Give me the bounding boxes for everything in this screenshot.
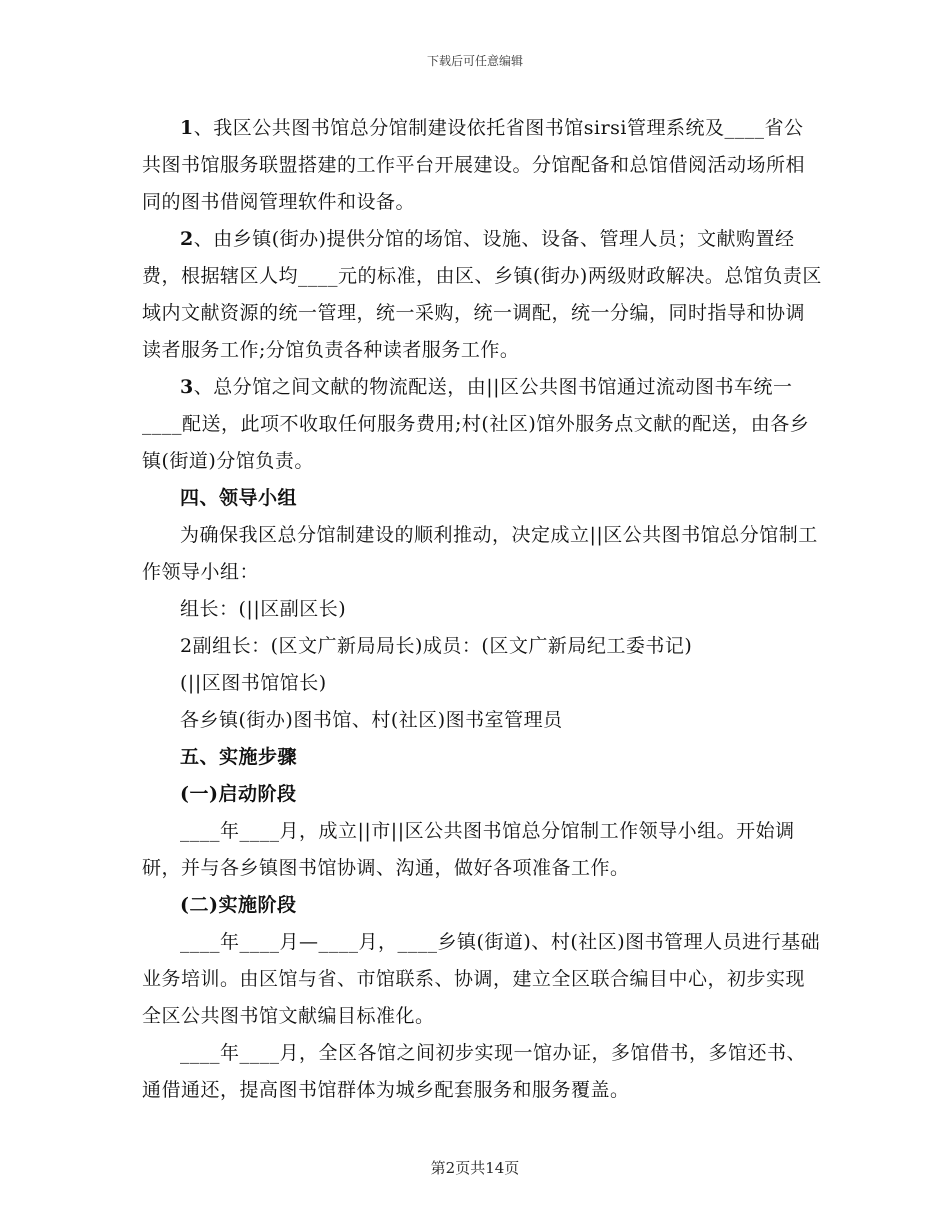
- paragraph-3: [142, 369, 822, 480]
- paragraph-2: [142, 221, 822, 369]
- paragraph-5: ____年____月，成立||市||区公共图书馆总分馆制工作领导小组。开始调研，并与各乡镇图书馆协调、沟通，做好各项准备工作。: [142, 820, 795, 879]
- page-number: 第2页共14页: [430, 1159, 520, 1177]
- document-body: [142, 110, 822, 1109]
- section-heading-5: 五、实施步骤: [180, 746, 298, 768]
- deputy-line: 2副组长：(区文广新局局长)成员：(区文广新局纪工委书记): [180, 635, 693, 657]
- paragraph-text: 、总分馆之间文献的物流配送，由||区公共图书馆通过流动图书车统一____配送，此项不收取任何服务费用;村(社区)馆外服务点文献的配送，由各乡镇(街道)分馆负责。: [142, 376, 810, 472]
- item-number: 3: [180, 376, 194, 398]
- paragraph-text: 、由乡镇(街办)提供分馆的场馆、设施、设备、管理人员；文献购置经费，根据辖区人均____元的标准，由区、乡镇(街办)两级财政解决。总馆负责区域内文献资源的统一管理，统一采购，统一调配，统一分编，同时指导和协调读者服务工作;分馆负责各种读者服务工作。: [142, 228, 822, 361]
- item-number: 1: [180, 117, 194, 139]
- page-header: 下载后可任意编辑: [426, 54, 523, 68]
- member-line: (||区图书馆馆长): [180, 672, 327, 694]
- item-number: 2: [180, 228, 194, 250]
- paragraph-text: 、我区公共图书馆总分馆制建设依托省图书馆sirsi管理系统及____省公共图书馆服务联盟搭建的工作平台开展建设。分馆配备和总馆借阅活动场所相同的图书借阅管理软件和设备。: [142, 117, 806, 213]
- paragraph-6: ____年____月—____月，____乡镇(街道)、村(社区)图书管理人员进行基础业务培训。由区馆与省、市馆联系、协调，建立全区联合编目中心，初步实现全区公共图书馆文献编目标准化。: [142, 931, 821, 1027]
- section-heading-4: 四、领导小组: [180, 487, 298, 509]
- paragraph-7: ____年____月，全区各馆之间初步实现一馆办证，多馆借书，多馆还书、通借通还，提高图书馆群体为城乡配套服务和服务覆盖。: [142, 1042, 807, 1101]
- paragraph-4: 为确保我区总分馆制建设的顺利推动，决定成立||区公共图书馆总分馆制工作领导小组：: [142, 524, 818, 583]
- staff-line: 各乡镇(街办)图书馆、村(社区)图书室管理员: [180, 709, 563, 731]
- paragraph-1: [142, 110, 822, 221]
- subheading-implement: (二)实施阶段: [180, 894, 297, 916]
- subheading-start: (一)启动阶段: [180, 783, 297, 805]
- leader-line: 组长：(||区副区长): [180, 598, 347, 620]
